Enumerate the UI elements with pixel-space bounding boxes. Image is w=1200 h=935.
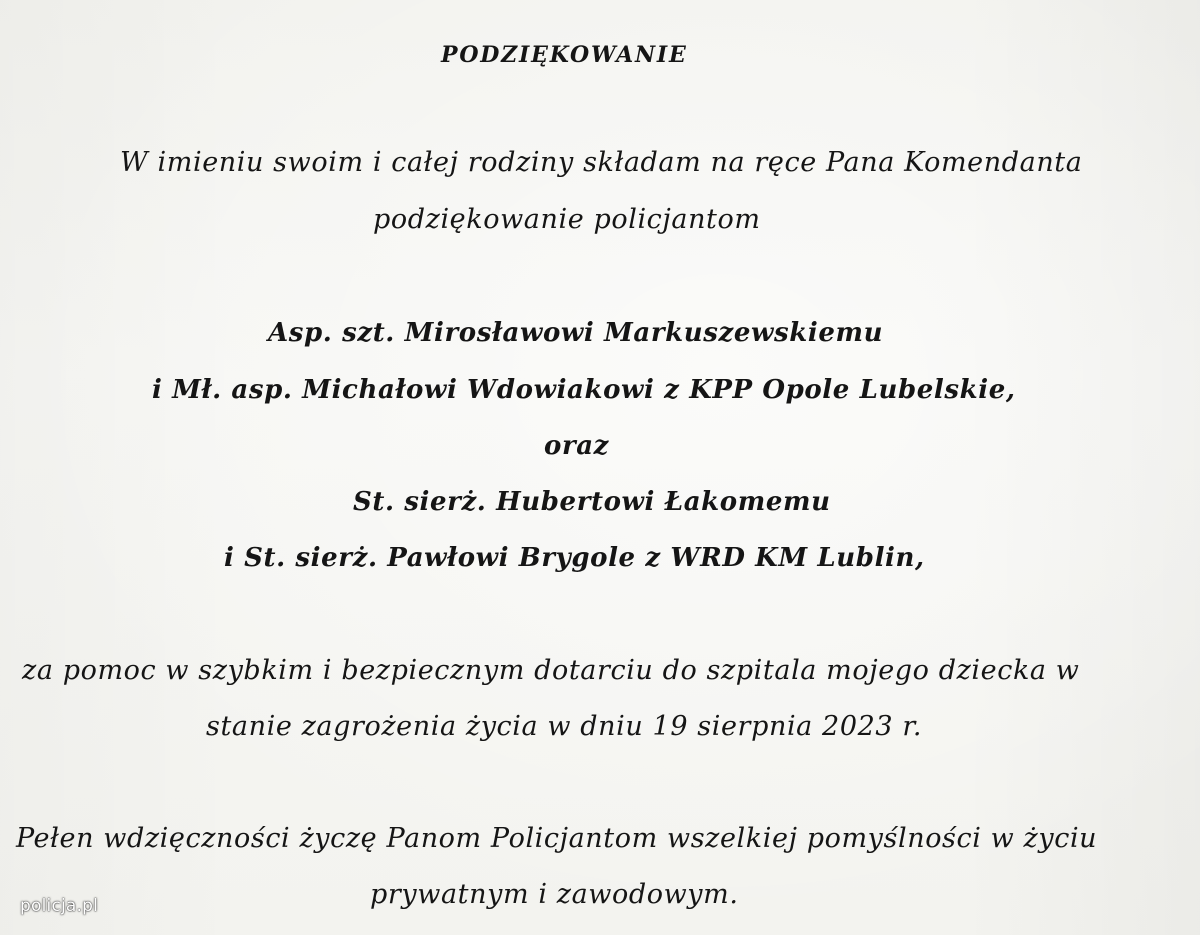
reason-line-1: za pomoc w szybkim i bezpiecznym dotarciu do szpitala mojego dziecka w	[22, 655, 1080, 686]
reason-line-2: stanie zagrożenia życia w dniu 19 sierpnia 2023 r.	[206, 711, 923, 742]
closing-line-2: prywatnym i zawodowym.	[370, 879, 739, 910]
officer-line-4: St. sierż. Hubertowi Łakomemu	[353, 487, 831, 517]
officer-line-2: i Mł. asp. Michałowi Wdowiakowi z KPP Opole Lubelskie,	[152, 375, 1016, 405]
closing-line-1: Pełen wdzięczności życzę Panom Policjantom wszelkiej pomyślności w życiu	[16, 823, 1098, 854]
officer-line-5: i St. sierż. Pawłowi Brygole z WRD KM Lublin,	[224, 543, 925, 573]
intro-line-2: podziękowanie policjantom	[373, 204, 761, 235]
source-watermark: policja.pl	[20, 896, 99, 916]
officer-line-1: Asp. szt. Mirosławowi Markuszewskiemu	[268, 318, 884, 348]
officer-line-3: oraz	[544, 431, 610, 461]
intro-line-1: W imieniu swoim i całej rodziny składam na ręce Pana Komendanta	[120, 147, 1083, 178]
document-title: PODZIĘKOWANIE	[441, 42, 688, 68]
